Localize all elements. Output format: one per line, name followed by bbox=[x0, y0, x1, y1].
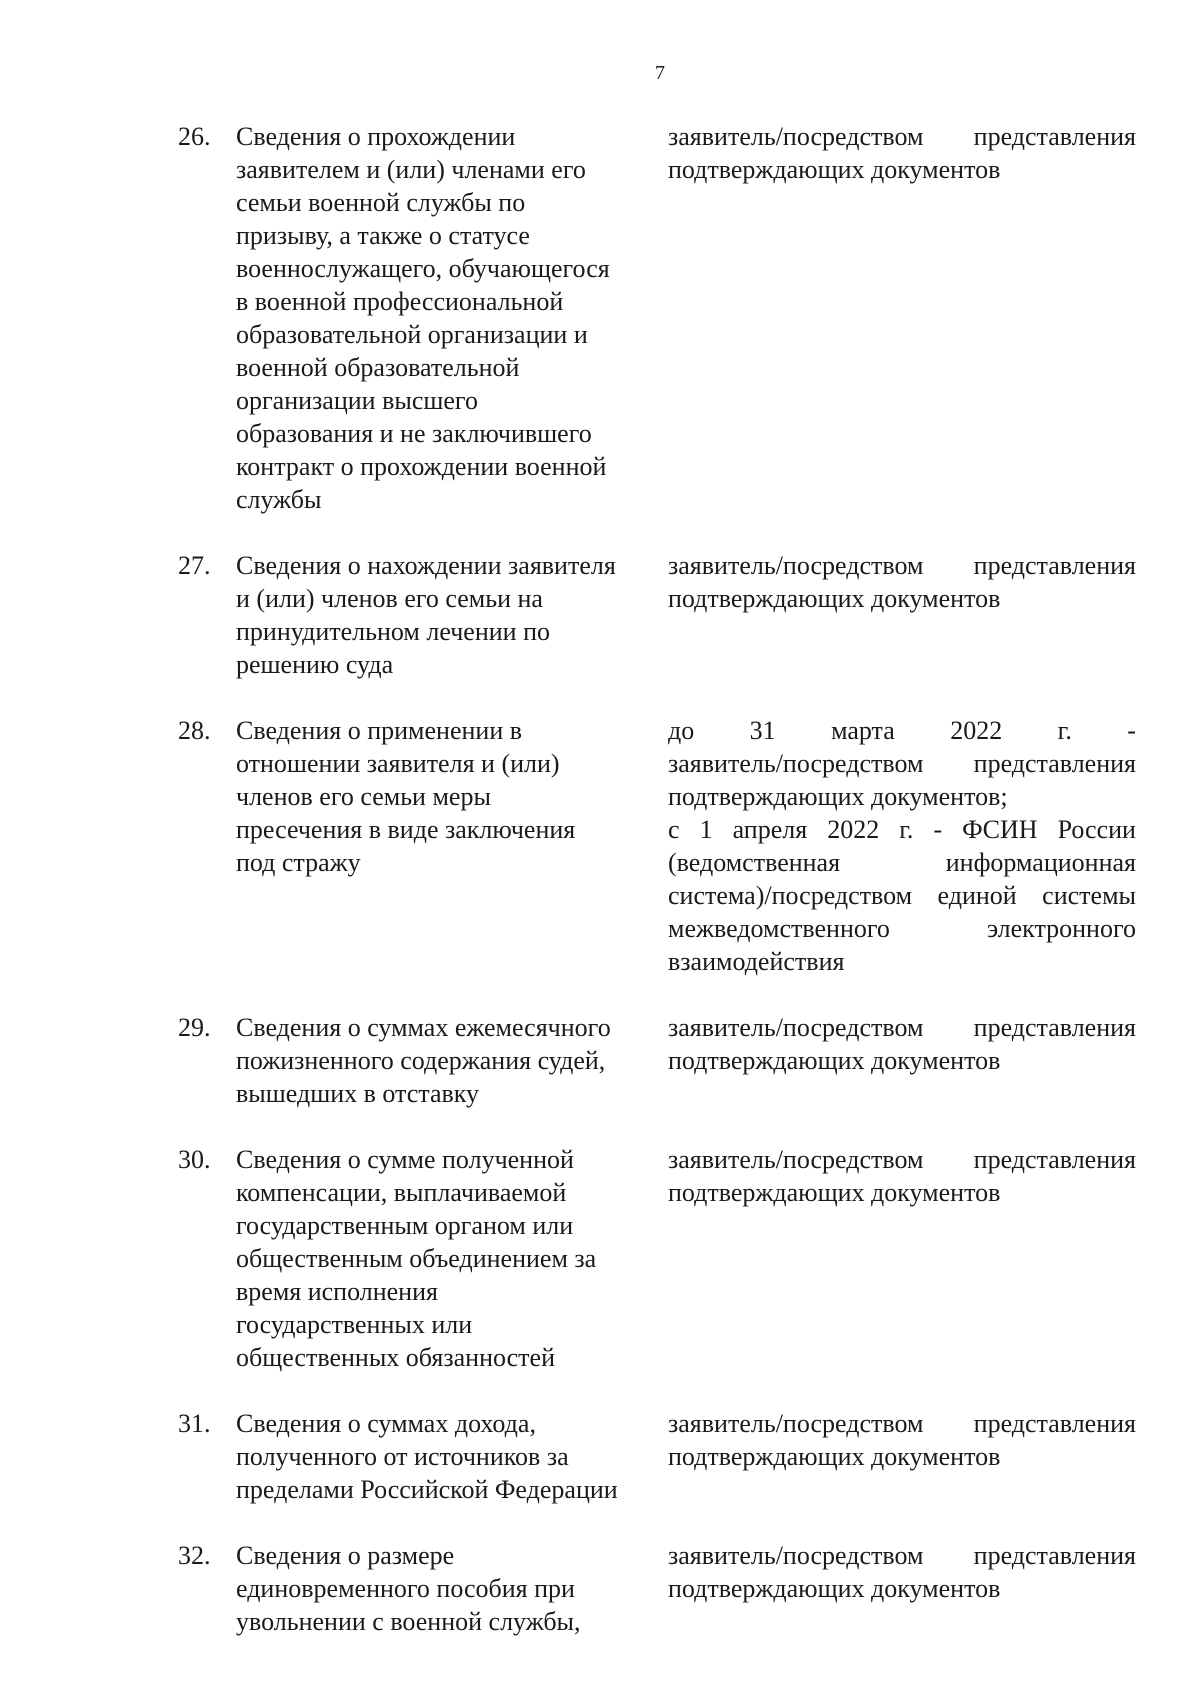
description-line: членов его семьи меры bbox=[236, 782, 491, 811]
row-description bbox=[236, 1143, 656, 1374]
description-line: пожизненного содержания судей, bbox=[236, 1046, 606, 1075]
source-word: (ведомственная bbox=[668, 848, 841, 877]
source-word: до bbox=[668, 716, 695, 745]
source-line bbox=[668, 747, 1136, 780]
page-number: 7 bbox=[655, 62, 665, 84]
description-line: Сведения о суммах ежемесячного bbox=[236, 1013, 611, 1042]
row-number: 30. bbox=[178, 1145, 211, 1174]
source-line bbox=[668, 1407, 1136, 1440]
description-line: пределами Российской Федерации bbox=[236, 1475, 618, 1504]
source-line: подтверждающих документов bbox=[668, 155, 1001, 184]
description-line: Сведения о размере bbox=[236, 1541, 455, 1570]
source-line: подтверждающих документов bbox=[668, 1442, 1001, 1471]
row-source bbox=[668, 120, 1136, 186]
description-line: общественных обязанностей bbox=[236, 1343, 555, 1372]
row-source bbox=[668, 1011, 1136, 1077]
source-line: подтверждающих документов bbox=[668, 1574, 1001, 1603]
description-line: организации высшего bbox=[236, 386, 478, 415]
source-line bbox=[668, 813, 1136, 846]
source-word: заявитель/посредством bbox=[668, 1409, 924, 1438]
source-word: заявитель/посредством bbox=[668, 122, 924, 151]
row-source bbox=[668, 1539, 1136, 1605]
description-line: контракт о прохождении военной bbox=[236, 452, 607, 481]
source-word: электронного bbox=[986, 914, 1136, 943]
description-line: полученного от источников за bbox=[236, 1442, 569, 1471]
row-number: 31. bbox=[178, 1409, 211, 1438]
source-word: заявитель/посредством bbox=[668, 1013, 924, 1042]
table-row bbox=[178, 1407, 1148, 1506]
source-line bbox=[668, 714, 1136, 747]
source-word: представления bbox=[973, 1541, 1136, 1570]
row-description bbox=[236, 1011, 656, 1110]
description-line: и (или) членов его семьи на bbox=[236, 584, 543, 613]
source-word: представления bbox=[973, 749, 1136, 778]
description-line: Сведения о сумме полученной bbox=[236, 1145, 574, 1174]
source-word: система)/посредством bbox=[668, 881, 913, 910]
source-word: заявитель/посредством bbox=[668, 1541, 924, 1570]
row-description bbox=[236, 120, 656, 516]
row-source bbox=[668, 1143, 1136, 1209]
source-line: подтверждающих документов bbox=[668, 584, 1001, 613]
source-word: ФСИН bbox=[962, 815, 1038, 844]
source-word: заявитель/посредством bbox=[668, 749, 924, 778]
table-row bbox=[178, 714, 1148, 978]
source-line bbox=[668, 549, 1136, 582]
description-line: отношении заявителя и (или) bbox=[236, 749, 560, 778]
row-description bbox=[236, 1539, 656, 1638]
description-line: пресечения в виде заключения bbox=[236, 815, 576, 844]
table-row bbox=[178, 1011, 1148, 1110]
source-word: 31 bbox=[749, 716, 776, 745]
row-source bbox=[668, 714, 1136, 978]
row-number: 29. bbox=[178, 1013, 211, 1042]
table-row bbox=[178, 1539, 1148, 1638]
source-line bbox=[668, 879, 1136, 912]
source-line: подтверждающих документов bbox=[668, 1178, 1001, 1207]
source-word: 2022 bbox=[950, 716, 1003, 745]
description-line: увольнении с военной службы, bbox=[236, 1607, 581, 1636]
source-word: - bbox=[1127, 716, 1136, 745]
source-word: информационная bbox=[945, 848, 1136, 877]
source-word: 1 bbox=[699, 815, 713, 844]
description-line: семьи военной службы по bbox=[236, 188, 526, 217]
description-line: время исполнения bbox=[236, 1277, 438, 1306]
description-line: заявителем и (или) членами его bbox=[236, 155, 586, 184]
source-word: межведомственного bbox=[668, 914, 890, 943]
source-word: представления bbox=[973, 1013, 1136, 1042]
source-word: системы bbox=[1042, 881, 1136, 910]
source-word: - bbox=[933, 815, 943, 844]
source-word: заявитель/посредством bbox=[668, 551, 924, 580]
row-number: 28. bbox=[178, 716, 211, 745]
row-description bbox=[236, 714, 656, 879]
description-line: военнослужащего, обучающегося bbox=[236, 254, 610, 283]
description-line: решению суда bbox=[236, 650, 394, 679]
source-line bbox=[668, 120, 1136, 153]
description-line: в военной профессиональной bbox=[236, 287, 564, 316]
table-row bbox=[178, 120, 1148, 516]
source-word: 2022 bbox=[827, 815, 880, 844]
source-word: апреля bbox=[732, 815, 808, 844]
source-word: представления bbox=[973, 122, 1136, 151]
source-line bbox=[668, 846, 1136, 879]
description-line: службы bbox=[236, 485, 322, 514]
source-line bbox=[668, 1143, 1136, 1176]
description-line: государственным органом или bbox=[236, 1211, 574, 1240]
source-word: единой bbox=[937, 881, 1017, 910]
source-line bbox=[668, 912, 1136, 945]
description-line: Сведения о суммах дохода, bbox=[236, 1409, 536, 1438]
row-description bbox=[236, 1407, 656, 1506]
description-line: Сведения о применении в bbox=[236, 716, 523, 745]
source-word: марта bbox=[831, 716, 895, 745]
source-line bbox=[668, 1011, 1136, 1044]
description-line: военной образовательной bbox=[236, 353, 520, 382]
description-line: единовременного пособия при bbox=[236, 1574, 575, 1603]
document-table bbox=[178, 120, 1148, 1638]
description-line: общественным объединением за bbox=[236, 1244, 597, 1273]
source-word: г. bbox=[1057, 716, 1072, 745]
description-line: вышедших в отставку bbox=[236, 1079, 480, 1108]
description-line: призыву, а также о статусе bbox=[236, 221, 530, 250]
source-word: представления bbox=[973, 551, 1136, 580]
description-line: Сведения о прохождении bbox=[236, 122, 516, 151]
row-source bbox=[668, 549, 1136, 615]
description-line: образовательной организации и bbox=[236, 320, 588, 349]
source-line: подтверждающих документов; bbox=[668, 782, 1008, 811]
source-line bbox=[668, 1539, 1136, 1572]
source-word: с bbox=[668, 815, 680, 844]
description-line: принудительном лечении по bbox=[236, 617, 550, 646]
row-number: 27. bbox=[178, 551, 211, 580]
row-number: 32. bbox=[178, 1541, 211, 1570]
description-line: Сведения о нахождении заявителя bbox=[236, 551, 616, 580]
description-line: образования и не заключившего bbox=[236, 419, 592, 448]
description-line: государственных или bbox=[236, 1310, 473, 1339]
table-row bbox=[178, 549, 1148, 681]
source-word: заявитель/посредством bbox=[668, 1145, 924, 1174]
row-description bbox=[236, 549, 656, 681]
row-source bbox=[668, 1407, 1136, 1473]
source-word: г. bbox=[899, 815, 914, 844]
source-word: России bbox=[1057, 815, 1136, 844]
source-line: подтверждающих документов bbox=[668, 1046, 1001, 1075]
row-number: 26. bbox=[178, 122, 211, 151]
description-line: компенсации, выплачиваемой bbox=[236, 1178, 567, 1207]
table-row bbox=[178, 1143, 1148, 1374]
description-line: под стражу bbox=[236, 848, 361, 877]
source-word: представления bbox=[973, 1145, 1136, 1174]
source-line: взаимодействия bbox=[668, 947, 845, 976]
source-word: представления bbox=[973, 1409, 1136, 1438]
